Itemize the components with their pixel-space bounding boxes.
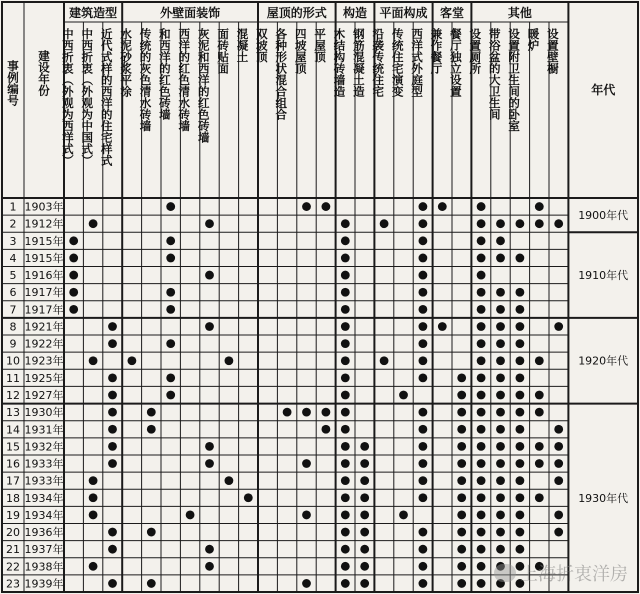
feature-dot	[477, 425, 486, 434]
feature-dot	[496, 254, 505, 263]
feature-dot	[477, 511, 486, 520]
feature-dot	[283, 408, 292, 417]
watermark	[494, 560, 628, 586]
feature-dot	[108, 391, 117, 400]
feature-dot	[419, 476, 428, 485]
era-header: 年代	[591, 83, 616, 97]
column-header: 近代式样的西洋的住宅样式	[99, 28, 114, 166]
feature-dot	[457, 425, 466, 434]
feature-dot	[108, 408, 117, 417]
row-number: 14	[6, 423, 20, 437]
feature-dot	[419, 528, 428, 537]
column-header: 水泥砂浆平涂	[119, 28, 134, 97]
row-number: 12	[6, 389, 20, 402]
feature-dot	[69, 236, 78, 245]
feature-dot	[166, 339, 175, 348]
year-header: 建设年份	[37, 50, 51, 96]
feature-dot	[419, 219, 428, 228]
feature-dot	[108, 528, 117, 537]
row-number: 8	[9, 320, 17, 334]
feature-dot	[166, 373, 175, 382]
feature-dot	[477, 391, 486, 400]
feature-dot	[419, 408, 428, 417]
group-header: 其他	[507, 6, 532, 20]
feature-dot	[360, 442, 369, 451]
row-number: 4	[9, 251, 17, 265]
feature-dot	[516, 339, 525, 348]
feature-dot	[69, 288, 78, 297]
feature-dot	[360, 579, 369, 588]
feature-dot	[535, 202, 544, 211]
row-year: 1917年	[24, 286, 64, 300]
feature-dot	[496, 511, 505, 520]
row-number: 5	[9, 269, 17, 283]
feature-dot	[89, 562, 98, 571]
feature-dot	[205, 562, 214, 571]
feature-dot	[205, 322, 214, 331]
column-header: 木结构砖墙造	[332, 28, 347, 97]
feature-dot	[477, 236, 486, 245]
feature-dot	[438, 202, 447, 211]
row-number: 21	[6, 543, 20, 557]
feature-dot	[457, 545, 466, 554]
feature-dot	[166, 202, 175, 211]
feature-dot	[341, 562, 350, 571]
row-number: 11	[6, 371, 20, 385]
feature-dot	[438, 322, 447, 331]
column-header: 传统的灰色清水砖墙	[138, 28, 153, 132]
feature-dot	[341, 408, 350, 417]
feature-dot	[516, 528, 525, 537]
feature-dot	[341, 219, 350, 228]
column-header: 传统住宅演变	[390, 28, 405, 97]
feature-dot	[516, 511, 525, 520]
feature-dot	[322, 202, 331, 211]
group-header: 客堂	[439, 6, 465, 20]
feature-dot	[496, 459, 505, 468]
feature-dot	[516, 373, 525, 382]
feature-dot	[341, 493, 350, 502]
column-header: 钢筋混凝土造	[351, 28, 366, 97]
feature-dot	[399, 511, 408, 520]
feature-dot	[496, 356, 505, 365]
row-year: 1933年	[24, 474, 64, 488]
feature-dot	[516, 442, 525, 451]
feature-dot	[341, 425, 350, 434]
row-number: 3	[9, 234, 17, 248]
feature-dot	[341, 288, 350, 297]
feature-dot	[419, 459, 428, 468]
feature-dot	[477, 579, 486, 588]
era-label: 1910年代	[578, 269, 629, 283]
feature-dot	[477, 545, 486, 554]
feature-dot	[205, 442, 214, 451]
row-number: 18	[6, 491, 20, 505]
row-year: 1921年	[24, 320, 64, 334]
feature-dot	[166, 391, 175, 400]
feature-dot	[341, 528, 350, 537]
feature-dot	[535, 219, 544, 228]
feature-dot	[108, 579, 117, 588]
feature-dot	[516, 288, 525, 297]
column-header: 西洋的红色清水砖墙	[177, 28, 192, 132]
feature-dot	[516, 219, 525, 228]
column-header: 四坡屋顶	[293, 28, 308, 74]
feature-dot	[457, 476, 466, 485]
feature-dot	[516, 459, 525, 468]
row-number-header: 事例编号	[6, 60, 20, 106]
feature-dot	[496, 493, 505, 502]
feature-dot	[147, 579, 156, 588]
column-header: 中西折衷（外观为西洋式）	[60, 28, 75, 166]
feature-dot	[535, 459, 544, 468]
feature-dot	[341, 442, 350, 451]
group-header: 建筑造型	[69, 6, 118, 20]
feature-dot	[341, 305, 350, 314]
feature-dot	[457, 442, 466, 451]
feature-dot	[89, 493, 98, 502]
feature-dot	[89, 476, 98, 485]
feature-dot	[419, 442, 428, 451]
feature-dot	[477, 356, 486, 365]
row-year: 1930年	[24, 406, 64, 420]
group-header: 外壁面装饰	[160, 6, 221, 20]
row-year: 1925年	[24, 371, 64, 385]
feature-dot	[419, 373, 428, 382]
feature-dot	[419, 254, 428, 263]
feature-dot	[535, 356, 544, 365]
feature-dot	[554, 219, 563, 228]
feature-dot	[496, 219, 505, 228]
feature-dot	[341, 236, 350, 245]
row-number: 23	[6, 577, 20, 591]
row-year: 1917年	[24, 303, 64, 317]
feature-dot	[496, 442, 505, 451]
feature-dot	[554, 459, 563, 468]
feature-dot	[341, 579, 350, 588]
feature-dot	[419, 339, 428, 348]
row-number: 15	[6, 440, 20, 454]
feature-dot	[496, 322, 505, 331]
feature-dot	[341, 271, 350, 280]
feature-dot	[516, 408, 525, 417]
feature-dot	[554, 476, 563, 485]
row-year: 1931年	[24, 423, 64, 437]
feature-dot	[108, 339, 117, 348]
feature-dot	[89, 356, 98, 365]
feature-dot	[477, 288, 486, 297]
feature-dot	[108, 545, 117, 554]
wechat-icon	[494, 564, 516, 582]
group-header: 构造	[342, 6, 368, 20]
column-header: 平屋顶	[313, 28, 328, 63]
feature-dot	[360, 511, 369, 520]
feature-dot	[496, 236, 505, 245]
group-header: 平面构成	[379, 6, 428, 20]
feature-dot	[516, 254, 525, 263]
feature-dot	[302, 459, 311, 468]
feature-dot	[457, 459, 466, 468]
row-number: 7	[9, 303, 17, 317]
feature-dot	[419, 322, 428, 331]
feature-dot	[457, 373, 466, 382]
feature-dot	[69, 271, 78, 280]
feature-dot	[477, 562, 486, 571]
feature-dot	[341, 339, 350, 348]
table-frame	[2, 2, 638, 592]
feature-dot	[477, 493, 486, 502]
feature-dot	[457, 391, 466, 400]
feature-dot	[477, 459, 486, 468]
feature-dot	[244, 493, 253, 502]
row-year: 1936年	[24, 526, 64, 540]
feature-dot	[477, 476, 486, 485]
feature-dot	[225, 476, 234, 485]
row-number: 19	[6, 508, 20, 522]
feature-dot	[419, 236, 428, 245]
feature-dot	[477, 528, 486, 537]
row-number: 10	[6, 354, 20, 368]
feature-dot	[89, 219, 98, 228]
feature-dot	[166, 288, 175, 297]
feature-dot	[302, 202, 311, 211]
feature-dot	[302, 408, 311, 417]
feature-dot	[341, 373, 350, 382]
row-number: 22	[6, 560, 20, 574]
feature-dot	[166, 305, 175, 314]
feature-dot	[225, 356, 234, 365]
feature-dot	[302, 579, 311, 588]
feature-dot	[360, 545, 369, 554]
column-header: 暖炉	[526, 28, 541, 51]
feature-dot	[457, 528, 466, 537]
row-number: 16	[6, 457, 20, 471]
feature-dot	[496, 305, 505, 314]
row-year: 1938年	[24, 560, 64, 574]
feature-dot	[186, 511, 195, 520]
column-header: 双坡顶	[254, 28, 269, 63]
column-header: 沿袭传统住宅	[371, 28, 386, 97]
feature-dot	[496, 476, 505, 485]
feature-dot	[554, 425, 563, 434]
feature-dot	[147, 528, 156, 537]
feature-dot	[457, 511, 466, 520]
feature-dot	[496, 425, 505, 434]
feature-dot	[341, 545, 350, 554]
watermark-text: 上海折衷洋房	[520, 564, 628, 585]
feature-dot	[341, 322, 350, 331]
feature-dot	[166, 236, 175, 245]
feature-dot	[554, 322, 563, 331]
column-header: 设置壁橱	[545, 28, 560, 74]
feature-dot	[108, 442, 117, 451]
feature-dot	[516, 322, 525, 331]
feature-dot	[496, 288, 505, 297]
feature-dot	[419, 545, 428, 554]
feature-dot	[419, 579, 428, 588]
feature-dot	[399, 391, 408, 400]
row-year: 1933年	[24, 457, 64, 471]
row-number: 17	[6, 474, 20, 488]
column-header: 各种形状混合组合	[274, 28, 289, 120]
feature-dot	[535, 442, 544, 451]
column-header: 中西折衷（外观为中国式）	[80, 28, 95, 166]
feature-dot	[341, 356, 350, 365]
group-header: 屋顶的形式	[266, 6, 327, 20]
feature-dot	[360, 476, 369, 485]
feature-dot	[535, 493, 544, 502]
feature-dot	[419, 356, 428, 365]
feature-dot	[419, 271, 428, 280]
row-year: 1922年	[24, 337, 64, 351]
feature-dot	[496, 373, 505, 382]
row-year: 1934年	[24, 491, 64, 505]
row-number: 13	[6, 406, 20, 420]
feature-dot	[127, 356, 136, 365]
feature-dot	[477, 373, 486, 382]
row-year: 1915年	[24, 234, 64, 248]
column-header: 兼作餐厅	[429, 28, 444, 74]
feature-dot	[457, 408, 466, 417]
row-number: 2	[9, 217, 17, 231]
era-label: 1930年代	[578, 491, 629, 505]
feature-dot	[477, 442, 486, 451]
feature-dot	[457, 493, 466, 502]
row-year: 1939年	[24, 577, 64, 591]
feature-dot	[205, 545, 214, 554]
feature-dot	[516, 356, 525, 365]
feature-dot	[341, 476, 350, 485]
feature-dot	[322, 408, 331, 417]
column-header: 设置厕所	[468, 28, 483, 74]
feature-dot	[554, 442, 563, 451]
feature-dot	[516, 545, 525, 554]
row-year: 1903年	[24, 200, 64, 214]
row-year: 1916年	[24, 269, 64, 283]
feature-dot	[380, 219, 389, 228]
row-number: 1	[9, 200, 17, 214]
feature-dot	[69, 305, 78, 314]
row-year: 1934年	[24, 508, 64, 522]
feature-dot	[69, 254, 78, 263]
feature-dot	[108, 373, 117, 382]
feature-dot	[205, 459, 214, 468]
feature-dot	[477, 271, 486, 280]
feature-dot	[554, 528, 563, 537]
feature-dot	[516, 305, 525, 314]
feature-dot	[89, 511, 98, 520]
feature-dot	[380, 356, 389, 365]
feature-dot	[457, 579, 466, 588]
feature-dot	[341, 459, 350, 468]
feature-dot	[360, 562, 369, 571]
feature-dot	[457, 562, 466, 571]
feature-dot	[419, 305, 428, 314]
feature-dot	[535, 391, 544, 400]
row-year: 1937年	[24, 543, 64, 557]
feature-dot	[477, 305, 486, 314]
feature-dot	[341, 391, 350, 400]
row-year: 1932年	[24, 440, 64, 454]
feature-dot	[477, 254, 486, 263]
feature-dot	[341, 254, 350, 263]
feature-dot	[341, 511, 350, 520]
feature-dot	[166, 254, 175, 263]
column-header: 餐厅独立设置	[448, 28, 463, 97]
feature-dot	[477, 339, 486, 348]
feature-dot	[360, 528, 369, 537]
row-year: 1923年	[24, 354, 64, 368]
feature-dot	[477, 408, 486, 417]
feature-dot	[516, 391, 525, 400]
column-header: 灰泥和西洋的红色砖墙	[196, 28, 211, 143]
feature-dot	[516, 476, 525, 485]
feature-dot	[419, 493, 428, 502]
row-year: 1912年	[24, 217, 64, 231]
row-number: 6	[9, 286, 17, 300]
feature-dot	[496, 528, 505, 537]
feature-dot	[496, 339, 505, 348]
feature-dot	[496, 391, 505, 400]
feature-dot	[496, 408, 505, 417]
feature-dot	[360, 459, 369, 468]
row-year: 1915年	[24, 251, 64, 265]
feature-dot	[496, 545, 505, 554]
feature-dot	[535, 408, 544, 417]
feature-dot	[477, 202, 486, 211]
feature-dot	[205, 271, 214, 280]
feature-dot	[322, 425, 331, 434]
feature-dot	[147, 425, 156, 434]
feature-dot	[419, 288, 428, 297]
feature-dot	[205, 219, 214, 228]
feature-dot	[516, 425, 525, 434]
feature-dot	[477, 322, 486, 331]
column-header: 和西洋的红色砖墙	[157, 28, 172, 120]
feature-dot	[419, 202, 428, 211]
feature-dot	[516, 493, 525, 502]
feature-dot	[108, 425, 117, 434]
feature-dot	[147, 408, 156, 417]
row-number: 9	[9, 337, 17, 351]
column-header: 混凝土	[235, 28, 250, 63]
column-header: 面砖贴面	[216, 28, 231, 74]
feature-dot	[554, 511, 563, 520]
feature-dot	[302, 511, 311, 520]
feature-dot	[419, 562, 428, 571]
row-year: 1927年	[24, 389, 64, 402]
era-label: 1900年代	[578, 209, 629, 223]
row-number: 20	[6, 526, 20, 540]
feature-dot	[360, 493, 369, 502]
column-header: 西洋式外庭型	[410, 28, 425, 97]
feature-dot	[108, 459, 117, 468]
column-header: 带浴盆的大卫生间	[487, 28, 502, 120]
era-label: 1920年代	[578, 354, 629, 368]
column-header: 设置附卫生间的卧室	[507, 28, 522, 132]
feature-dot	[477, 219, 486, 228]
feature-dot	[108, 322, 117, 331]
feature-dot	[419, 425, 428, 434]
